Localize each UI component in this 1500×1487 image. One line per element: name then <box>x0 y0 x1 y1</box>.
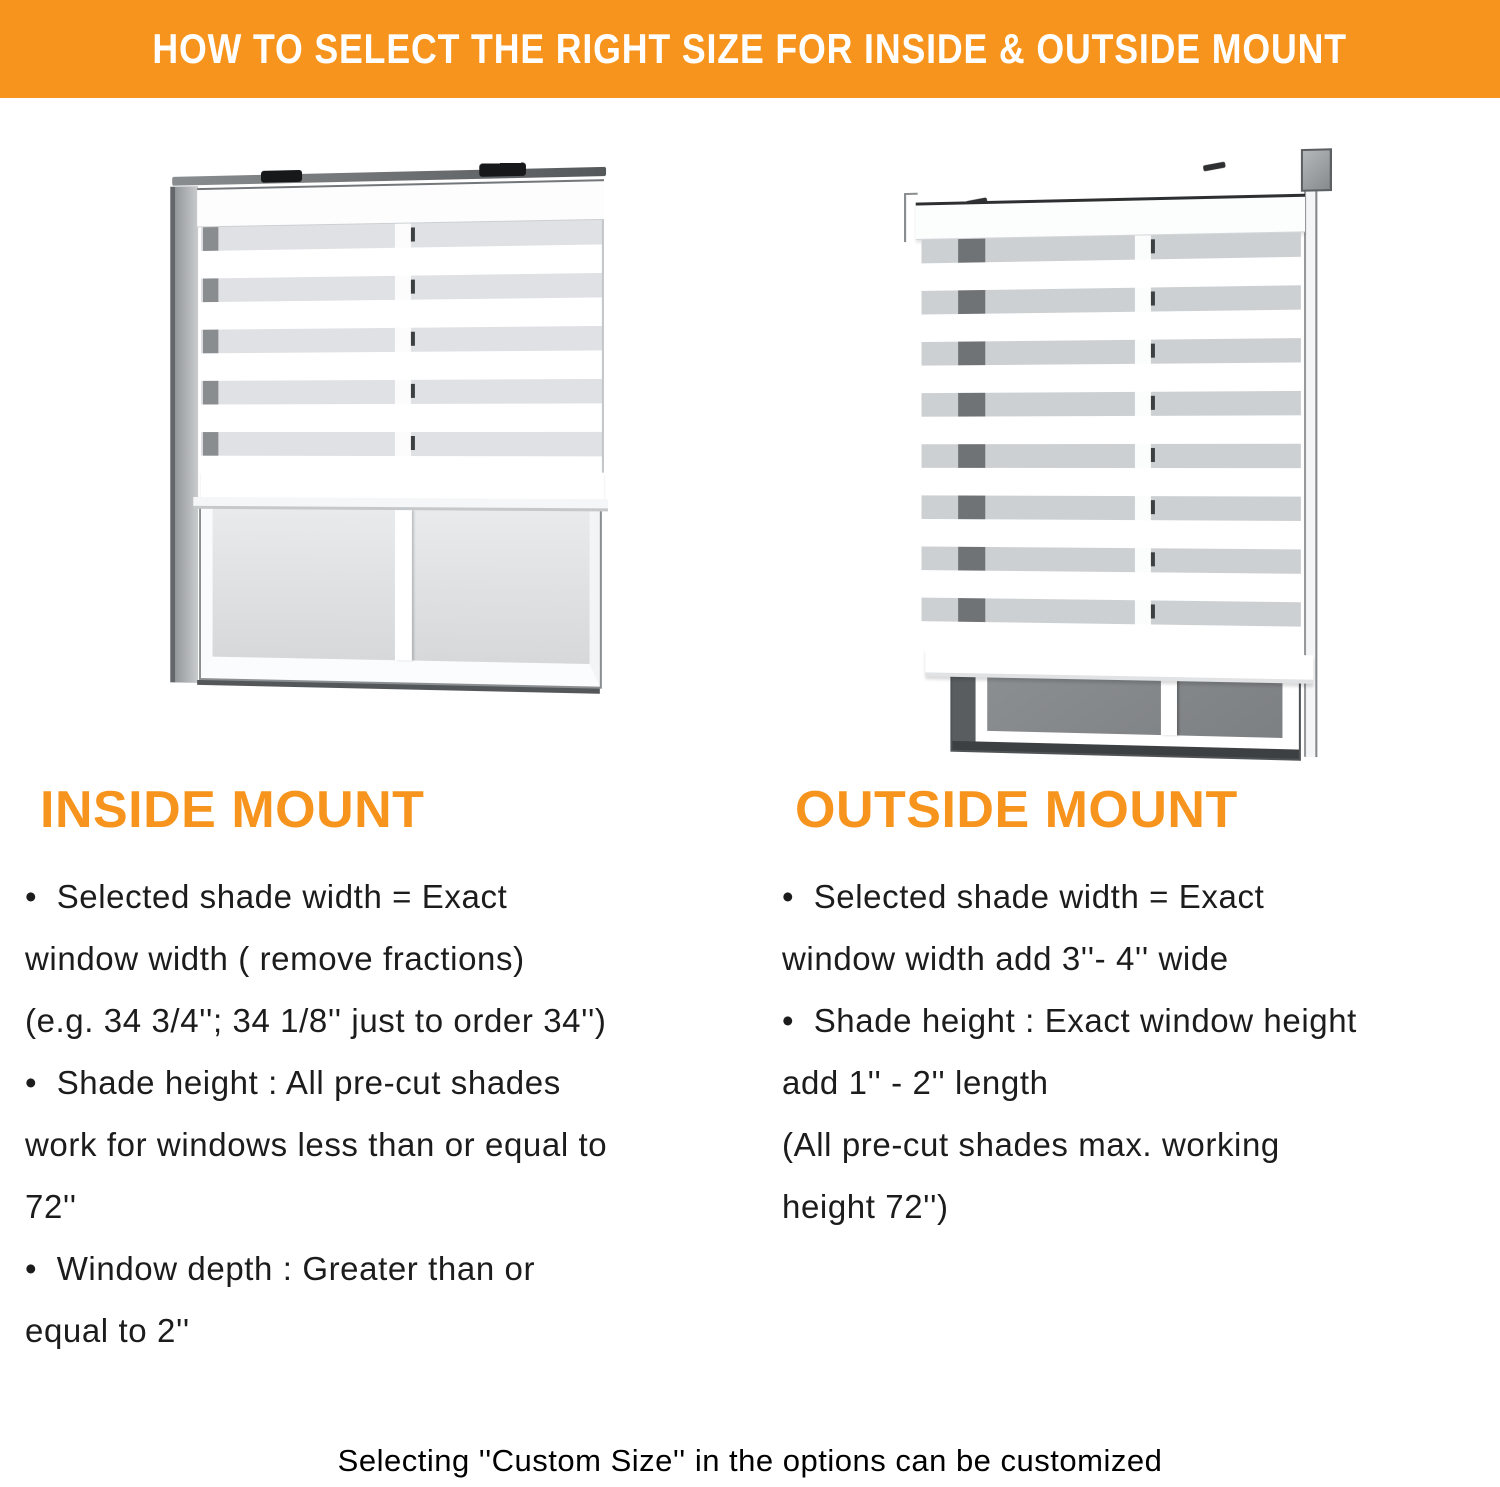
note-line: • Window depth : Greater than or <box>25 1250 536 1287</box>
footer-note-wrap <box>0 1438 1500 1484</box>
note-line: (e.g. 34 3/4''; 34 1/8'' just to order 34'') <box>25 1002 607 1039</box>
mullion-seam <box>1135 235 1151 652</box>
note-line: add 1'' - 2'' length <box>782 1064 1049 1101</box>
outside-mount-heading: OUTSIDE MOUNT <box>795 781 1238 839</box>
note-line: work for windows less than or equal to <box>25 1126 608 1163</box>
footer-note: Selecting ''Custom Size'' in the options can be customized <box>337 1443 1163 1478</box>
inside-mount-3d-wrap <box>168 161 608 712</box>
inside-mount-notes <box>25 866 755 1362</box>
jamb-shadow-strip <box>958 239 985 650</box>
note-line: height 72'') <box>782 1188 949 1225</box>
note-line: • Selected shade width = Exact <box>782 878 1265 915</box>
window-glass <box>201 509 600 687</box>
zebra-shade-bands <box>201 220 604 473</box>
outside-mount-3d-wrap <box>910 146 1332 772</box>
mounting-clip <box>261 170 302 183</box>
jamb-shadow-strip <box>203 227 218 471</box>
note-line: • Shade height : Exact window height <box>782 1002 1357 1039</box>
inside-mount-heading: INSIDE MOUNT <box>40 781 425 839</box>
seam-shadow-dashes <box>1151 239 1155 656</box>
mullion-seam <box>395 224 411 473</box>
note-line: 72'' <box>25 1188 77 1225</box>
shade-solid-bottom <box>201 471 604 499</box>
mounting-clip <box>479 163 526 177</box>
outside-mount-notes <box>782 866 1492 1238</box>
inside-mount-illustration <box>163 166 605 706</box>
note-line: equal to 2'' <box>25 1312 190 1349</box>
seam-shadow-dashes <box>411 227 415 476</box>
note-line: window width ( remove fractions) <box>25 940 525 977</box>
window-mullion <box>395 510 412 660</box>
header-banner <box>0 0 1500 98</box>
note-line: • Shade height : All pre-cut shades <box>25 1064 561 1101</box>
zebra-shade-bands <box>922 232 1301 655</box>
outside-mount-illustration <box>905 152 1329 766</box>
window-left-jamb <box>175 186 198 683</box>
wall-mounting-bracket <box>1301 148 1332 192</box>
screw-mark <box>1203 162 1226 172</box>
note-line: (All pre-cut shades max. working <box>782 1126 1280 1163</box>
window-bottom-track <box>952 741 1299 759</box>
note-line: window width add 3''- 4'' wide <box>782 940 1229 977</box>
page-title: HOW TO SELECT THE RIGHT SIZE FOR INSIDE & OUTSIDE MOUNT <box>152 25 1348 72</box>
note-line: • Selected shade width = Exact <box>25 878 508 915</box>
